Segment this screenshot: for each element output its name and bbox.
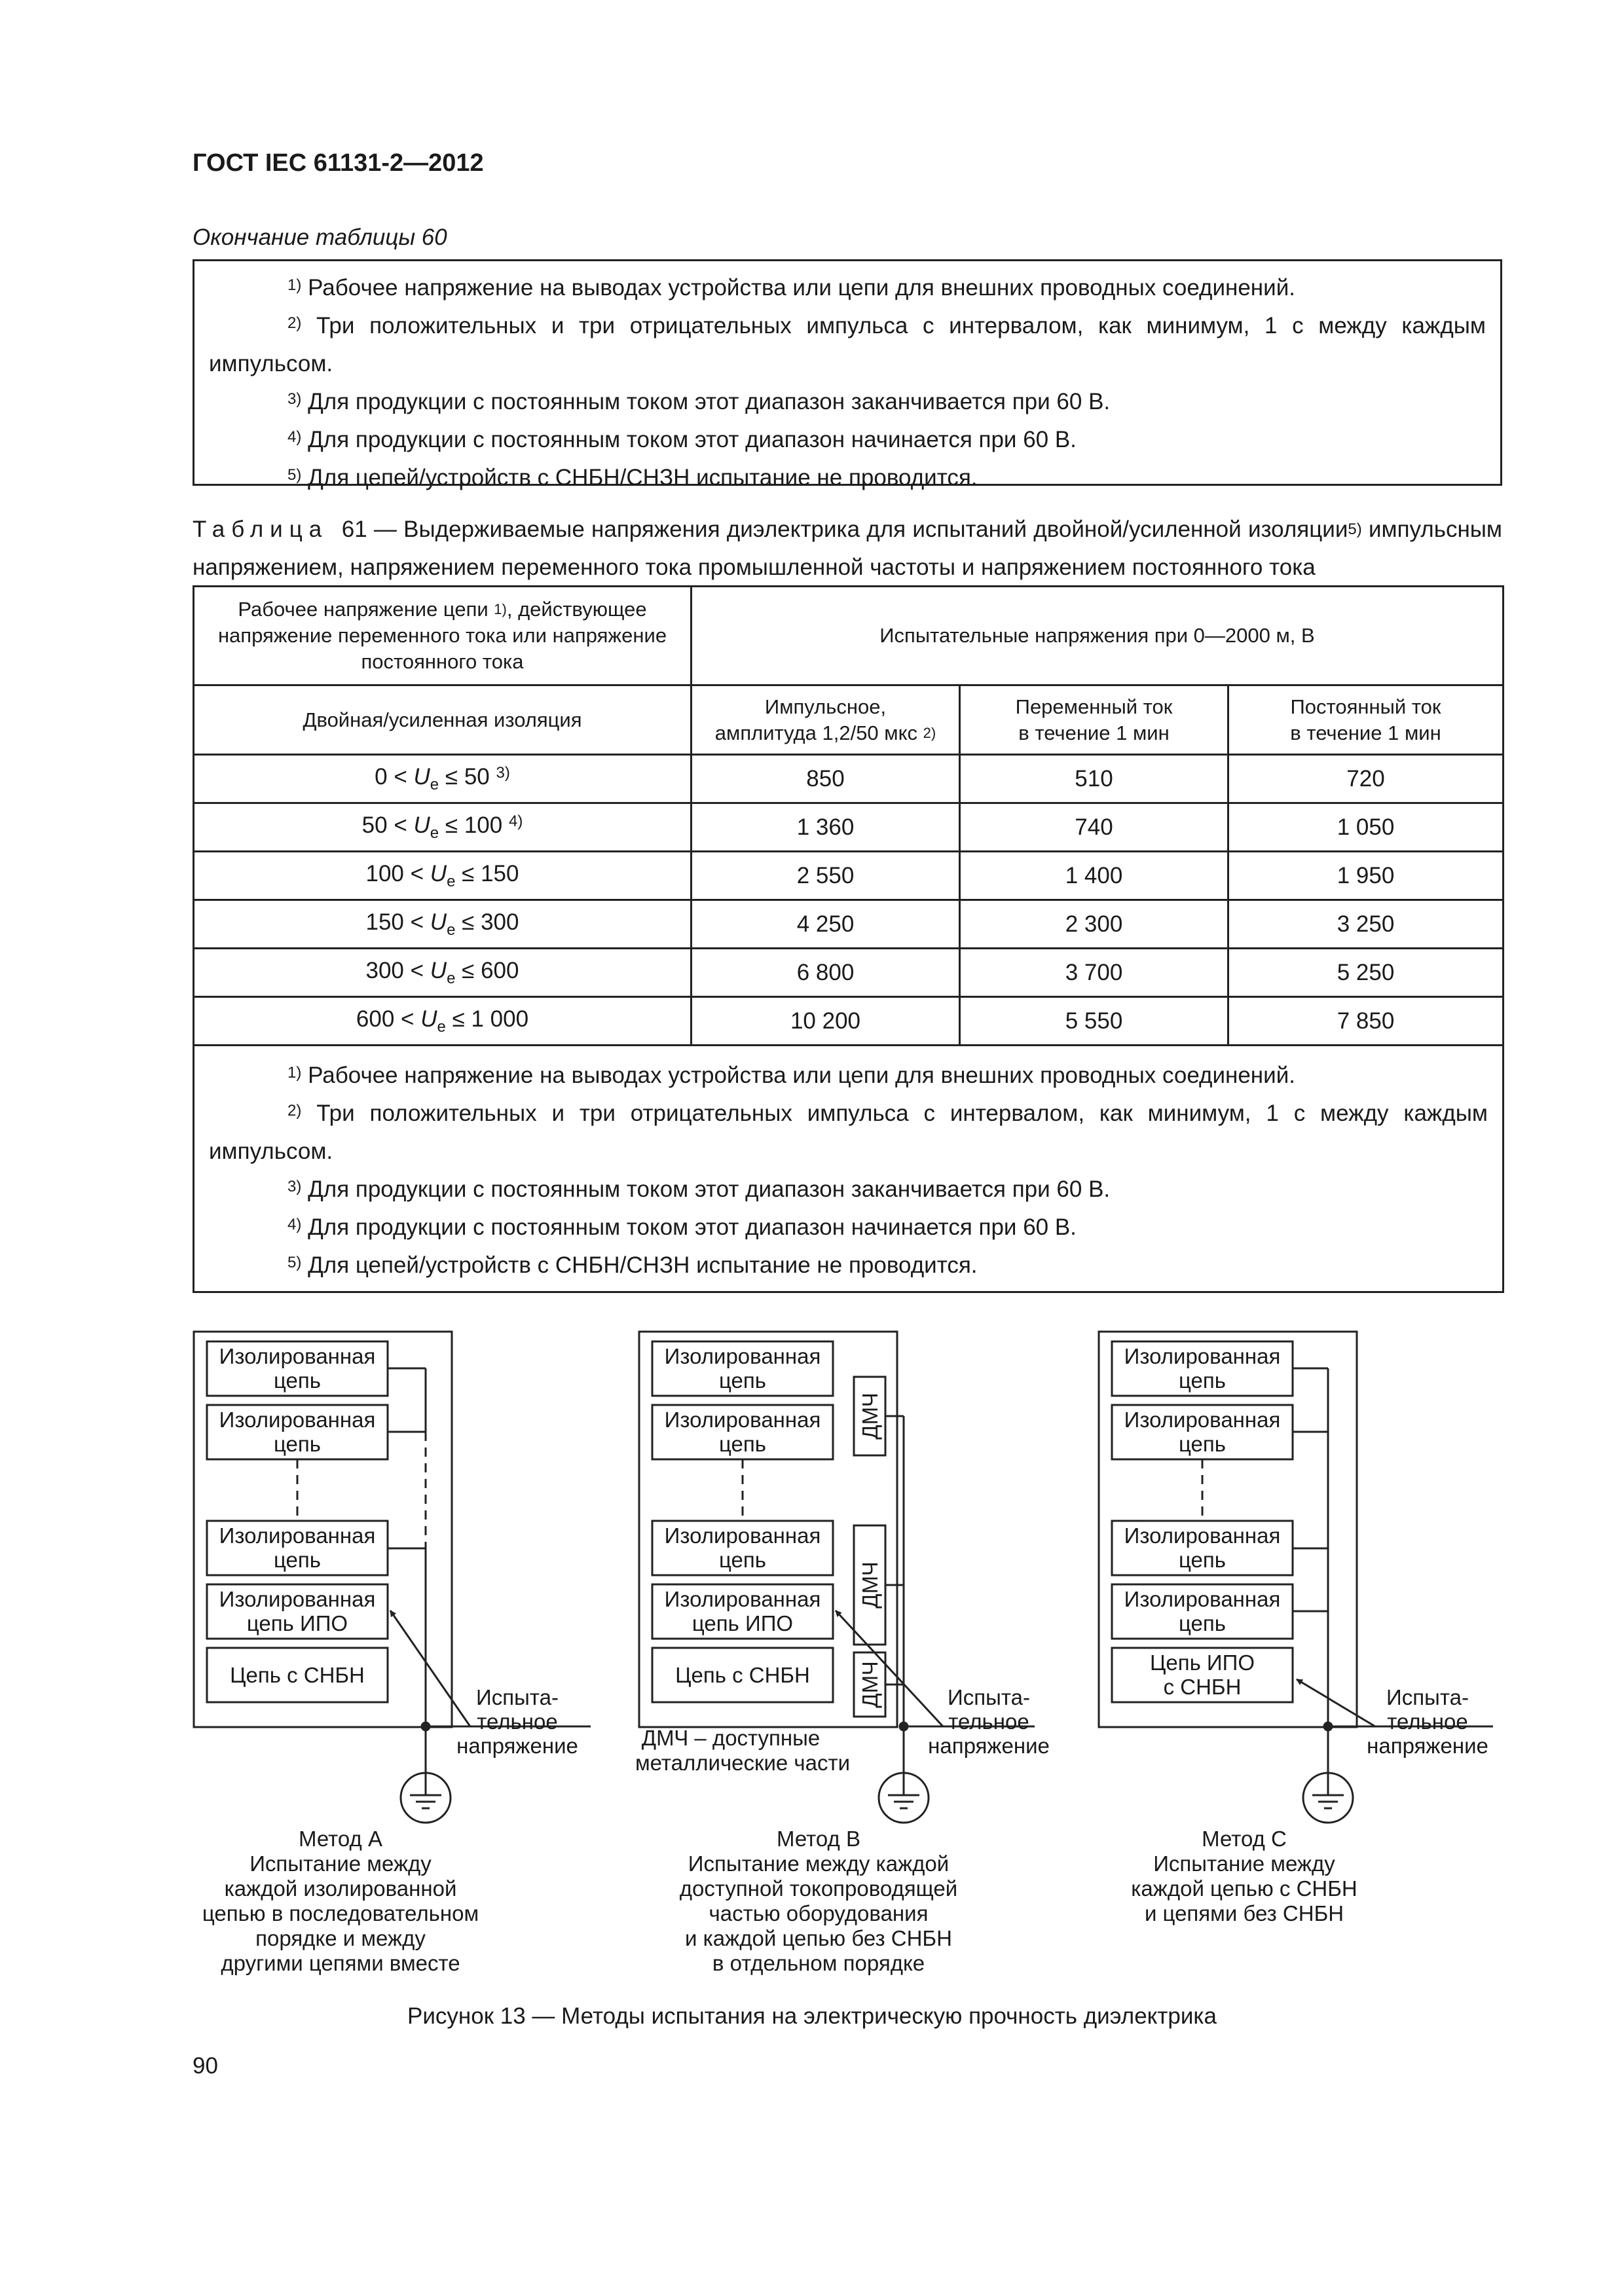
ac-value: 3 700 [960,949,1228,997]
box-label: Изолированная [1124,1523,1281,1548]
test-voltage-label: тельное [1387,1709,1468,1734]
ac-value: 2 300 [960,900,1228,949]
box-label: цепь [274,1368,321,1393]
box-label: Цепь ИПО [1149,1650,1255,1675]
dmch-label: ДМЧ [858,1393,882,1440]
impulse-value: 6 800 [692,949,960,997]
box-label: цепь [1179,1548,1226,1572]
method-a-desc: Испытание между [249,1851,432,1876]
note-2: $^{2)}$ Три положительных и три отрицательных импульса с интервалом, как минимум, 1 с между каждым импульсом. [209,313,1486,376]
box-label: Изолированная [664,1408,821,1432]
method-b-title: Метод В [777,1827,860,1851]
box-label: Изолированная [664,1344,821,1368]
test-voltage-label: напряжение [456,1734,578,1758]
box-label: Изолированная [219,1344,376,1368]
method-a-desc: другими цепями вместе [221,1951,460,1975]
note-3: $^{3)}$ Для продукции с постоянным током этот диапазон заканчивается при 60 В. [287,1176,1111,1202]
note-4: $^{4)}$ Для продукции с постоянным током этот диапазон начинается при 60 В. [287,1214,1077,1240]
test-voltage-label: Испыта- [948,1685,1030,1709]
table-row [194,852,1504,900]
method-b-desc: доступной токопроводящей [679,1876,958,1901]
box-label: цепь [1179,1611,1226,1635]
table61-caption: Таблица 61 — Выдерживаемые напряжения диэлектрика для испытаний двойной/усиленной изоляции$^{5)}$ импульсным напряжением, напряжением переменного тока промышленной частоты и напряжением постоянного тока [193,517,1502,580]
note-1: $^{1)}$ Рабочее напряжение на выводах устройства или цепи для внешних проводных соединений. [287,275,1295,301]
table-row [194,755,1504,803]
dc-value: 720 [1228,755,1504,803]
method-c-desc: и цепями без СНБН [1144,1901,1344,1925]
voltage-range: $600 < U_e \le 1$ 000 [194,997,692,1046]
table61-sub-dc: Постоянный ток в течение 1 мин [1228,685,1504,755]
standard-header: ГОСТ IEC 61131-2—2012 [193,149,484,177]
test-voltage-label: тельное [477,1709,558,1734]
box-label: Изолированная [1124,1587,1281,1611]
table61-head-voltage: Рабочее напряжение цепи $^{1)}$, действующее напряжение переменного тока или напряжение постоянного тока [194,587,692,685]
box-label: цепь ИПО [692,1611,794,1635]
voltage-range: $150 < U_e \le 300$ [194,900,692,949]
figure-13-diagram [0,1322,1624,1990]
note-2: $^{2)}$ Три положительных и три отрицательных импульса с интервалом, как минимум, 1 с между каждым импульсом. [209,1101,1488,1164]
dmch-label: ДМЧ [858,1561,882,1609]
box-label: Изолированная [664,1587,821,1611]
method-a-desc: каждой изолированной [224,1876,457,1901]
voltage-range: $50 < U_e \le 100$ $^{4)}$ [194,803,692,852]
box-label: цепь [274,1432,321,1456]
table-row [194,949,1504,997]
ac-value: 1 400 [960,852,1228,900]
test-voltage-label: напряжение [1367,1734,1488,1758]
dc-value: 5 250 [1228,949,1504,997]
dc-value: 7 850 [1228,997,1504,1046]
impulse-value: 10 200 [692,997,960,1046]
note-1: $^{1)}$ Рабочее напряжение на выводах устройства или цепи для внешних проводных соединений. [287,1063,1295,1088]
voltage-range: $100 < U_e \le 150$ [194,852,692,900]
box-label: с СНБН [1163,1675,1242,1699]
impulse-value: 850 [692,755,960,803]
note-5: $^{5)}$ Для цепей/устройств с СНБН/СНЗН испытание не проводится. [287,465,978,490]
box-label: цепь [1179,1368,1226,1393]
method-a-desc: цепью в последовательном [202,1901,479,1925]
method-b-desc: в отдельном порядке [712,1951,925,1975]
ac-value: 510 [960,755,1228,803]
method-c-desc: каждой цепью с СНБН [1131,1876,1357,1901]
ground-icon [1303,1773,1353,1823]
method-a-title: Метод А [299,1827,382,1851]
box-label: Изолированная [1124,1408,1281,1432]
box-label: Изолированная [219,1408,376,1432]
note-3: $^{3)}$ Для продукции с постоянным током этот диапазон заканчивается при 60 В. [287,389,1111,414]
note-4: $^{4)}$ Для продукции с постоянным током этот диапазон начинается при 60 В. [287,427,1077,452]
method-b-desc: Испытание между каждой [688,1851,950,1876]
table61-sub-ac: Переменный ток в течение 1 мин [960,685,1228,755]
table-row [194,997,1504,1046]
dmch-label: ДМЧ [858,1661,882,1708]
impulse-value: 2 550 [692,852,960,900]
box-label: цепь [1179,1432,1226,1456]
box-label: цепь [719,1368,766,1393]
table61-notes [194,1046,1504,1292]
test-voltage-label: тельное [948,1709,1029,1734]
voltage-range: $0 < U_e \le 50$ $^{3)}$ [194,755,692,803]
method-b-desc: и каждой цепью без СНБН [685,1926,952,1950]
box-label: Изолированная [1124,1344,1281,1368]
method-a-labels [202,1344,578,1975]
box-label: цепь [719,1432,766,1456]
table61 [193,585,1504,1293]
box-label: Цепь с СНБН [675,1663,810,1687]
table60-notes [193,259,1502,490]
dc-value: 3 250 [1228,900,1504,949]
method-a-desc: порядке и между [255,1926,426,1950]
test-voltage-label: Испыта- [1386,1685,1469,1709]
box-label: цепь [719,1548,766,1572]
impulse-value: 4 250 [692,900,960,949]
table61-sub-impulse: Импульсное, амплитуда 1,2/50 мкс $^{2)}$ [692,685,960,755]
ac-value: 5 550 [960,997,1228,1046]
dmch-legend: ДМЧ – доступные [641,1726,821,1750]
table-row [194,803,1504,852]
table61-sub-insulation: Двойная/усиленная изоляция [194,685,692,755]
table-continuation-label: Окончание таблицы 60 [193,225,447,250]
impulse-value: 1 360 [692,803,960,852]
box-label: цепь [274,1548,321,1572]
table61-head-test-voltages: Испытательные напряжения при 0—2000 м, В [692,587,1504,685]
box-label: Изолированная [219,1587,376,1611]
page-number: 90 [193,2053,218,2079]
ground-icon [879,1773,929,1823]
test-voltage-label: напряжение [928,1734,1050,1758]
figure-caption: Рисунок 13 — Методы испытания на электрическую прочность диэлектрика [407,2003,1217,2029]
box-label: Изолированная [219,1523,376,1548]
method-c-title: Метод С [1202,1827,1287,1851]
method-b-labels [635,1344,1050,1975]
ground-icon [401,1773,451,1823]
box-label: Цепь с СНБН [230,1663,365,1687]
voltage-range: $300 < U_e \le 600$ [194,949,692,997]
box-label: Изолированная [664,1523,821,1548]
dc-value: 1 050 [1228,803,1504,852]
table-row [194,900,1504,949]
dmch-legend: металлические части [635,1751,851,1775]
dc-value: 1 950 [1228,852,1504,900]
ac-value: 740 [960,803,1228,852]
box-label: цепь ИПО [246,1611,348,1635]
method-b-desc: частью оборудования [709,1901,929,1925]
method-c-desc: Испытание между [1153,1851,1335,1876]
note-5: $^{5)}$ Для цепей/устройств с СНБН/СНЗН испытание не проводится. [287,1252,978,1278]
test-voltage-label: Испыта- [476,1685,559,1709]
